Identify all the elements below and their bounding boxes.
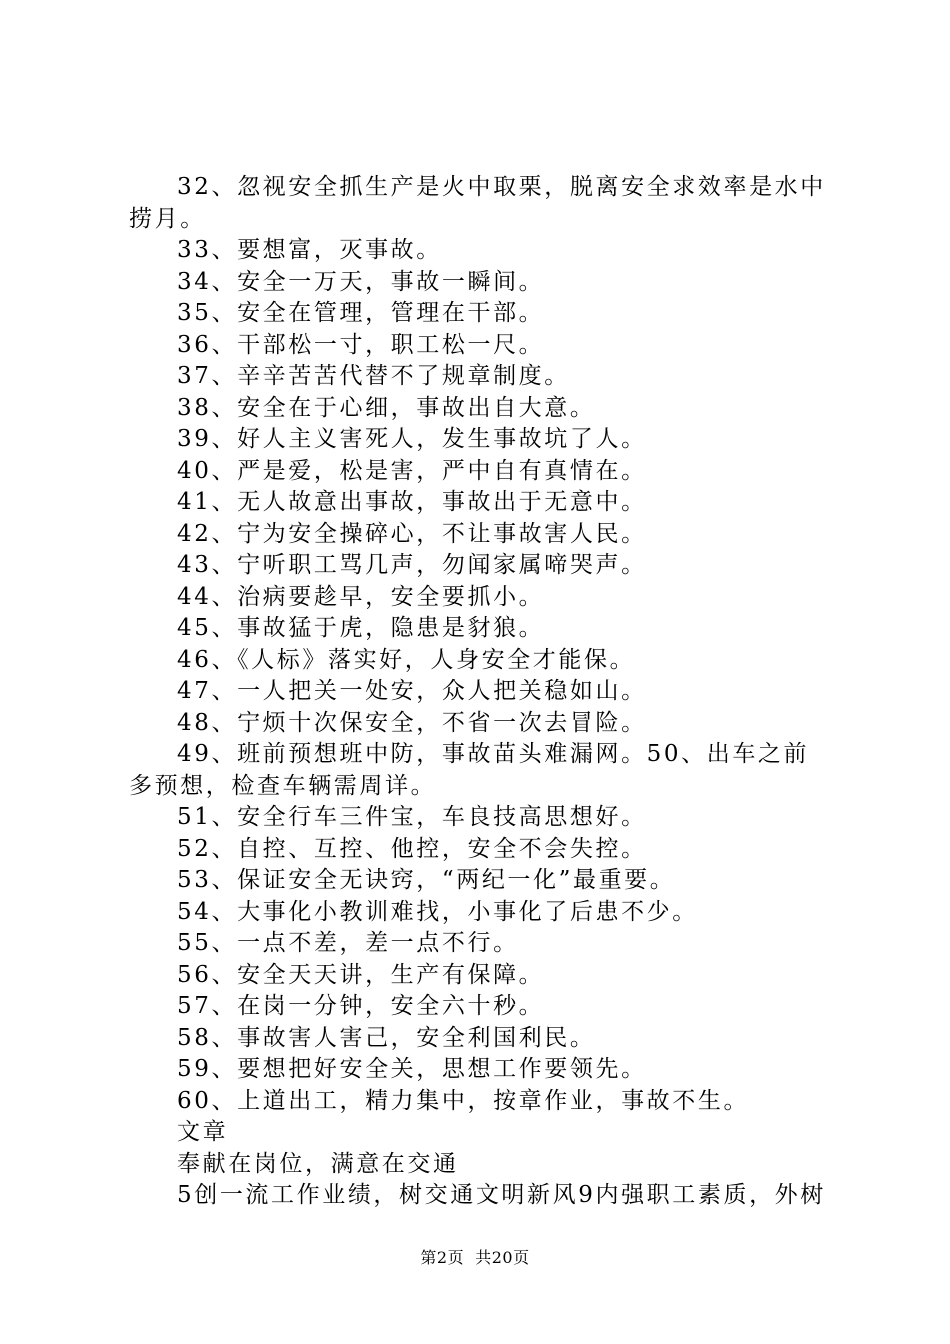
paragraph: 56、安全天天讲，生产有保障。 (177, 961, 545, 988)
paragraph: 47、一人把关一处安，众人把关稳如山。 (177, 678, 647, 704)
paragraph: 42、宁为安全操碎心，不让事故害人民。 (177, 520, 647, 547)
paragraph: 34、安全一万天，事故一瞬间。 (177, 268, 545, 295)
paragraph: 40、严是爱，松是害，严中自有真情在。 (177, 457, 647, 484)
article-title: 奉献在岗位，满意在交通 (177, 1150, 459, 1177)
page-number-label: 第2页 共20页 (420, 1248, 530, 1267)
paragraph: 41、无人故意出事故，事故出于无意中。 (177, 489, 647, 515)
paragraph: 55、一点不差，差一点不行。 (177, 930, 519, 956)
paragraph: 38、安全在于心细，事故出自大意。 (177, 394, 596, 421)
paragraph: 54、大事化小教训难找，小事化了后患不少。 (177, 898, 698, 925)
paragraph: 37、辛辛苦苦代替不了规章制度。 (177, 363, 570, 389)
paragraph: 39、好人主义害死人，发生事故坑了人。 (177, 426, 647, 452)
section-heading: 文章 (177, 1119, 229, 1145)
paragraph: 32、忽视安全抓生产是火中取栗，脱离安全求效率是水中捞月。 (129, 174, 826, 232)
paragraph: 5创一流工作业绩，树交通文明新风9内强职工素质，外树 (177, 1182, 826, 1208)
paragraph: 35、安全在管理，管理在干部。 (177, 300, 545, 326)
paragraph: 59、要想把好安全关，思想工作要领先。 (177, 1056, 647, 1082)
paragraph: 36、干部松一寸，职工松一尺。 (177, 331, 545, 358)
paragraph: 57、在岗一分钟，安全六十秒。 (177, 993, 545, 1019)
page-footer (0, 1245, 950, 1268)
paragraph: 43、宁听职工骂几声，勿闻家属啼哭声。 (177, 552, 647, 578)
paragraph: 53、保证安全无诀窍，“两纪一化”最重要。 (177, 867, 676, 893)
paragraph: 51、安全行车三件宝，车良技高思想好。 (177, 804, 647, 830)
paragraph: 33、要想富，灭事故。 (177, 237, 442, 263)
paragraph: 44、治病要趁早，安全要抓小。 (177, 583, 545, 610)
paragraph: 58、事故害人害己，安全利国利民。 (177, 1024, 596, 1051)
paragraph: 46、《人标》落实好，人身安全才能保。 (177, 646, 636, 673)
paragraph: 49、班前预想班中防，事故苗头难漏网。50、出车之前多预想，检查车辆需周详。 (129, 741, 810, 799)
paragraph: 52、自控、互控、他控，安全不会失控。 (177, 835, 647, 862)
document-body (129, 172, 829, 1212)
paragraph: 45、事故猛于虎，隐患是豺狼。 (177, 615, 545, 641)
paragraph: 60、上道出工，精力集中，按章作业，事故不生。 (177, 1087, 750, 1114)
paragraph: 48、宁烦十次保安全，不省一次去冒险。 (177, 709, 647, 736)
